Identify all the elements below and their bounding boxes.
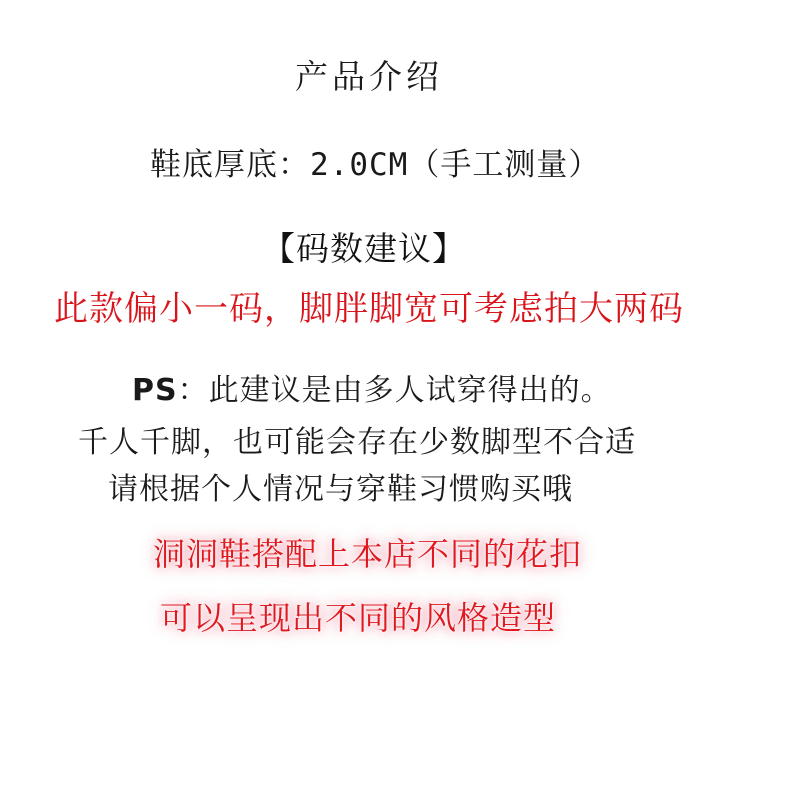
- promo-line: 可以呈现出不同的风格造型: [160, 599, 557, 637]
- promo-line: 洞洞鞋搭配上本店不同的花扣: [153, 535, 583, 573]
- sole-label: 鞋底厚底：: [150, 147, 310, 183]
- size-advice-text: 此款偏小一码，脚胖脚宽可考虑拍大两码: [54, 289, 684, 329]
- size-advice-heading: 【码数建议】: [262, 229, 466, 268]
- ps-label: PS: [132, 373, 178, 408]
- purchase-note-line: 请根据个人情况与穿鞋习惯购买哦: [108, 472, 573, 507]
- ps-note: [132, 373, 612, 408]
- page-title: 产品介绍: [295, 57, 443, 96]
- sole-note: （手工测量）: [408, 147, 601, 183]
- sole-thickness: [150, 147, 601, 183]
- sole-value: 2.0CM: [310, 147, 409, 183]
- fit-note-line: 千人千脚，也可能会存在少数脚型不合适: [78, 425, 636, 460]
- ps-text: ：此建议是由多人试穿得出的。: [177, 373, 612, 408]
